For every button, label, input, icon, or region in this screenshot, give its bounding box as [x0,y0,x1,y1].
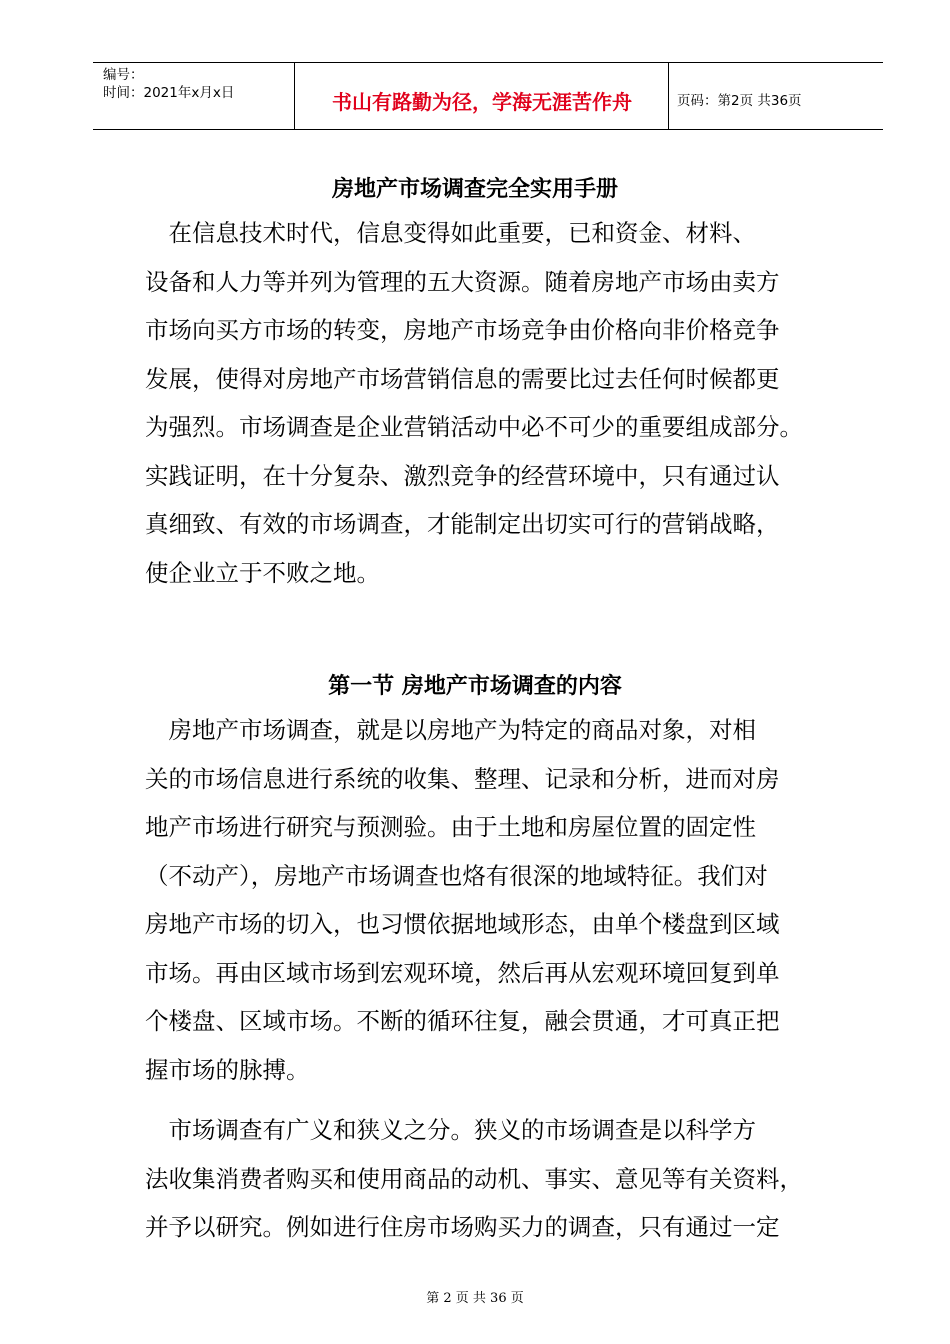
intro-line: 发展，使得对房地产市场营销信息的需要比过去任何时候都更 [145,364,780,393]
page-footer: 第 2 页 共 36 页 [426,1291,524,1306]
header-top-rule [93,62,883,63]
section-line: 个楼盘、区域市场。不断的循环往复，融会贯通，才可真正把 [145,1007,780,1035]
section-line: 市场调查有广义和狭义之分。狭义的市场调查是以科学方 [145,1116,756,1144]
section-paragraph-1 [145,706,845,1094]
header-bottom-rule [93,129,883,130]
section-line: 市场。再由区域市场到宏观环境，然后再从宏观环境回复到单 [145,958,780,987]
section-line: 握市场的脉搏。 [145,1055,310,1084]
section-line: 关的市场信息进行系统的收集、整理、记录和分析，进而对房 [145,764,780,793]
page-header [93,62,883,130]
intro-line: 设备和人力等并列为管理的五大资源。随着房地产市场由卖方 [145,267,780,296]
header-divider-left [294,62,295,130]
intro-line: 市场向买方市场的转变，房地产市场竞争由价格向非价格竞争 [145,316,780,344]
intro-paragraph [145,209,845,597]
header-meta [103,66,234,102]
intro-line: 真细致、有效的市场调查，才能制定出切实可行的营销战略， [145,510,780,538]
intro-line: 使企业立于不败之地。 [145,558,380,587]
intro-line: 实践证明，在十分复杂、激烈竞争的经营环境中，只有通过认 [145,461,780,490]
header-motto: 书山有路勤为径，学海无涯苦作舟 [332,90,632,114]
section-line: 地产市场进行研究与预测验。由于土地和房屋位置的固定性 [145,813,756,841]
section-line: 法收集消费者购买和使用商品的动机、事实、意见等有关资料， [145,1164,803,1193]
header-number-label: 编号： [103,67,144,83]
intro-line: 为强烈。市场调查是企业营销活动中必不可少的重要组成部分。 [145,413,803,441]
section-line: 并予以研究。例如进行住房市场购买力的调查，只有通过一定 [145,1213,780,1241]
section-title: 第一节 房地产市场调查的内容 [328,674,622,699]
header-time-label: 时间：2021年x月x日 [103,85,235,101]
header-page-info: 页码：第2页 共36页 [677,93,802,109]
section-line: 房地产市场的切入，也习惯依据地域形态，由单个楼盘到区域 [145,910,780,938]
intro-line: 在信息技术时代，信息变得如此重要，已和资金、材料、 [145,219,756,247]
header-divider-right [668,62,669,130]
section-line: （不动产），房地产市场调查也烙有很深的地域特征。我们对 [145,861,768,890]
section-paragraph-2 [145,1106,845,1252]
section-line: 房地产市场调查，就是以房地产为特定的商品对象，对相 [145,716,756,744]
document-title: 房地产市场调查完全实用手册 [331,177,618,202]
